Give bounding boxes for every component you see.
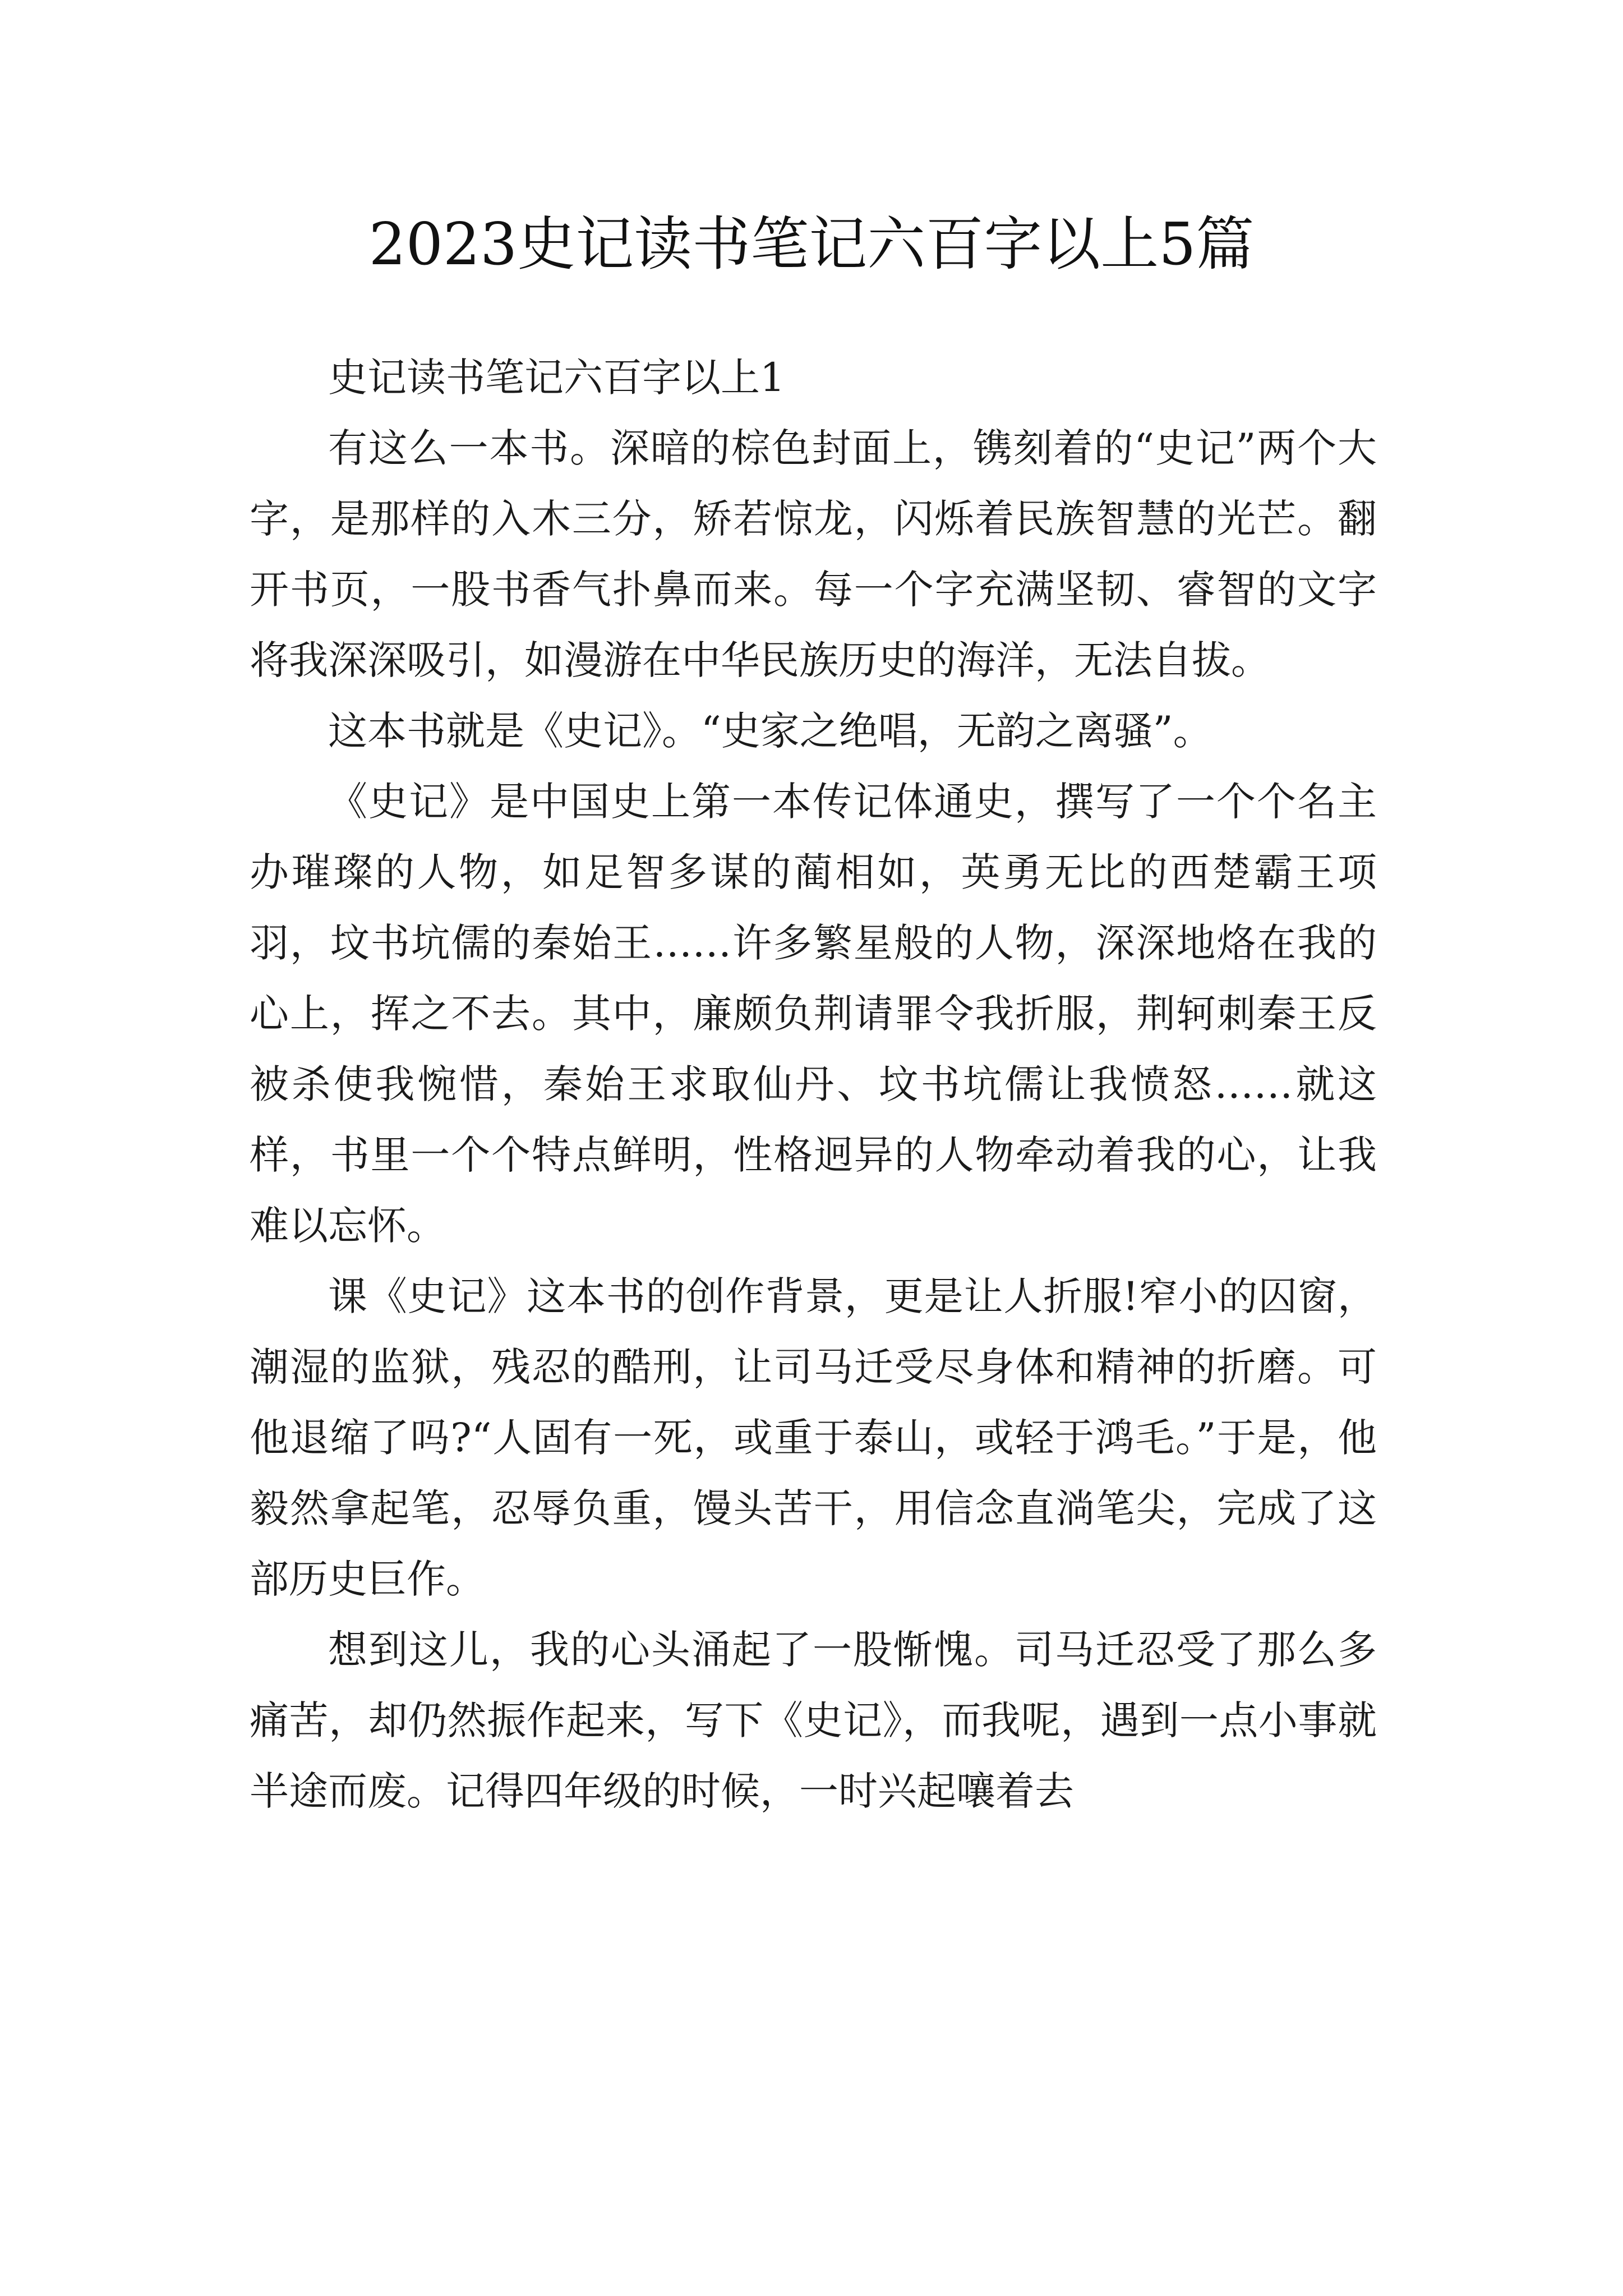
section-heading: 史记读书笔记六百字以上1 (328, 355, 785, 401)
paragraph-2: 这本书就是《史记》。“史家之绝唱，无韵之离骚”。 (328, 708, 1212, 754)
paragraph-3: 《史记》是中国史上第一本传记体通史，撰写了一个个名主办璀璨的人物，如足智多谋的蔺相如，英勇无比的西楚霸王项羽，坟书坑儒的秦始王……许多繁星般的人物，深深地烙在我的心上，挥之不去。其中，廉颇负荆请罪令我折服，荆轲刺秦王反被杀使我惋惜，秦始王求取仙丹、坟书坑儒让我愤怒……就这样，书里一个个特点鲜明，性格迥异的人物牵动着我的心，让我难以忘怀。 (250, 779, 1377, 1249)
document-body (250, 342, 1377, 1826)
paragraph-5: 想到这儿，我的心头涌起了一股惭愧。司马迁忍受了那么多痛苦，却仍然振作起来，写下《史记》，而我呢，遇到一点小事就半途而废。记得四年级的时候，一时兴起嚷着去 (250, 1627, 1377, 1814)
document-title: 2023史记读书笔记六百字以上5篇 (368, 210, 1255, 278)
paragraph-4: 课《史记》这本书的创作背景，更是让人折服!窄小的囚窗，潮湿的监狱，残忍的酷刑，让司马迁受尽身体和精神的折磨。可他退缩了吗?“人固有一死，或重于泰山，或轻于鸿毛。”于是，他毅然拿起笔，忍辱负重，馒头苦干，用信念直淌笔尖，完成了这部历史巨作。 (250, 1273, 1377, 1602)
paragraph-1: 有这么一本书。深暗的棕色封面上，镌刻着的“史记”两个大字，是那样的入木三分，矫若惊龙，闪烁着民族智慧的光芒。翻开书页，一股书香气扑鼻而来。每一个字充满坚韧、睿智的文字将我深深吸引，如漫游在中华民族历史的海洋，无法自拔。 (250, 425, 1377, 683)
